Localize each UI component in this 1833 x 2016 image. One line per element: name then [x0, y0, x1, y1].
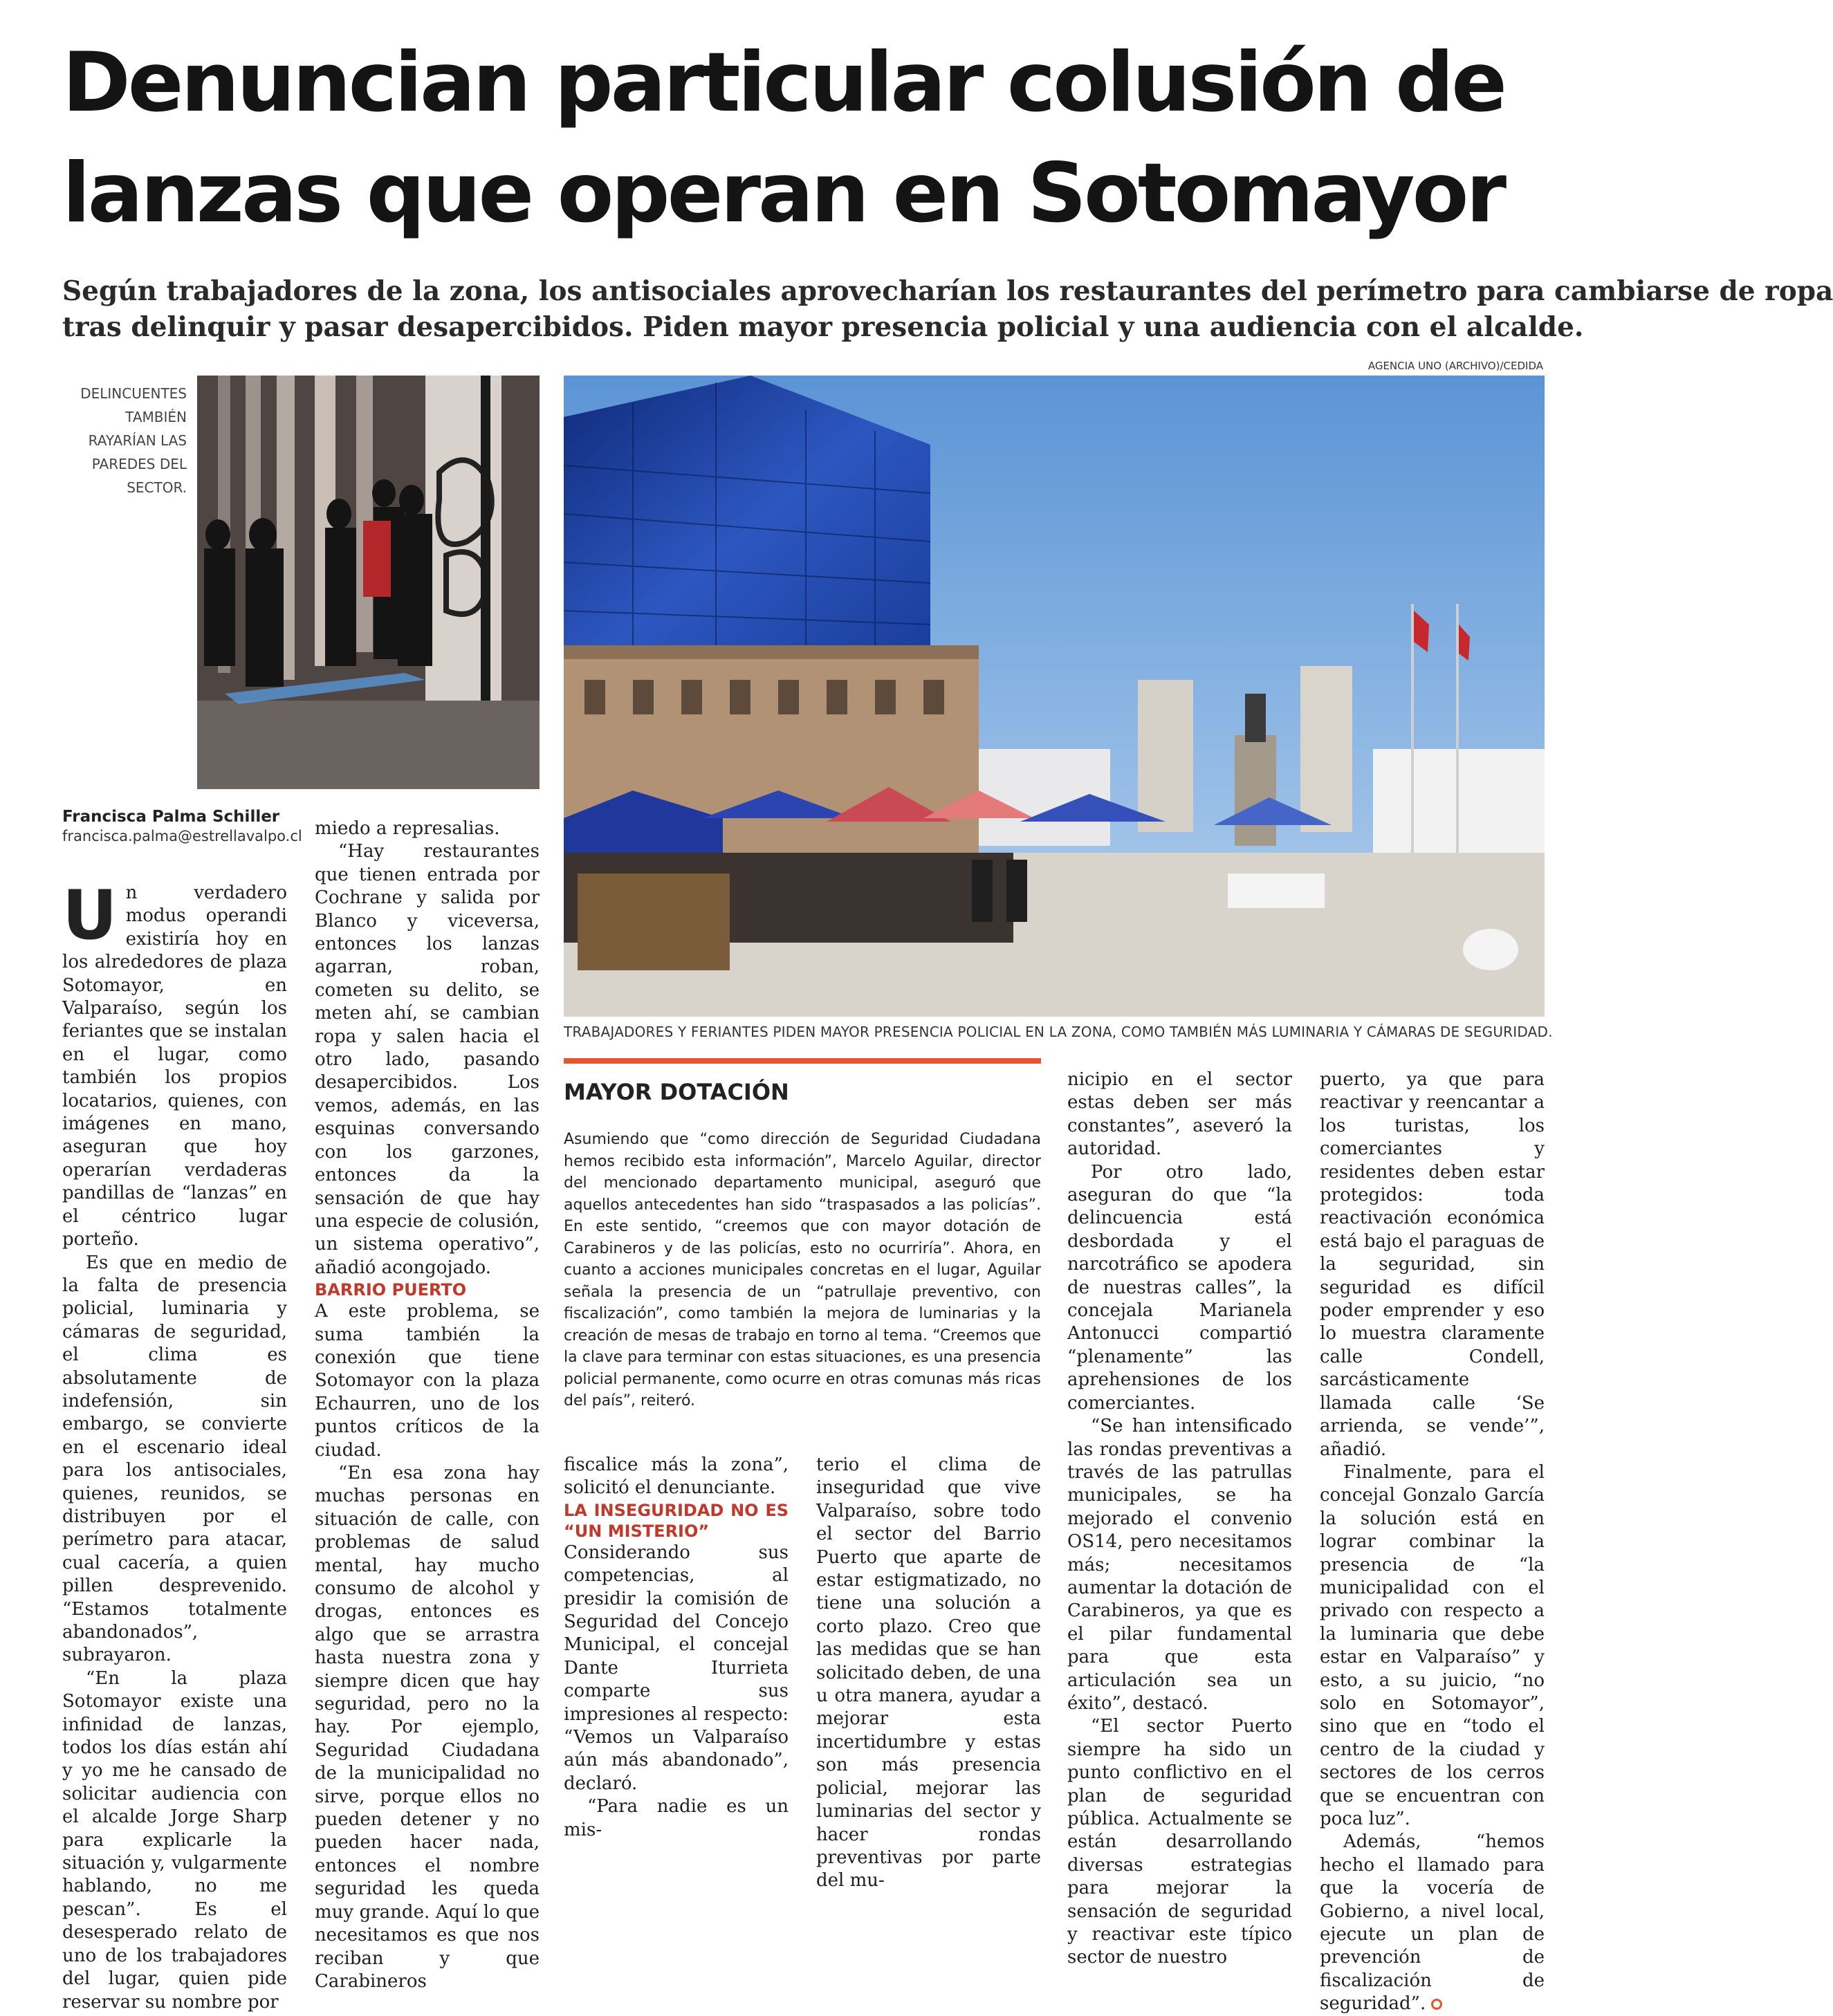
paragraph: terio el clima de inseguridad que vive Valparaíso, sobre todo el sector del Barrio Puerto que aparte de estar estigmatizado, no tiene una solución a corto plazo. Creo que las medidas que se han solicitado deben, de una u otra manera, ayudar a mejorar esta incertidumbre y estas son más presencia policial, mejorar las luminarias del sector y hacer rondas preventivas por parte del mu-	[816, 1454, 1041, 1892]
paragraph: “En la plaza Sotomayor existe una infinidad de lanzas, todos los días están ahí y yo me he cansado de solicitar audiencia con el alcalde Jorge Sharp para explicarle la situación y, vulgarmente hablando, no me pescan”. Es el desesperado relato de uno de los trabajadores del lugar, quien pide reservar su nombre por	[62, 1667, 287, 2013]
body-column-2	[315, 817, 540, 1993]
main-photo	[564, 376, 1545, 1017]
small-photo-caption: DELINCUENTES TAMBIÉN RAYARÍAN LAS PAREDES DEL SECTOR.	[80, 385, 187, 496]
body-column-1	[62, 876, 287, 2014]
lead-text: n verdadero modus operandi existiría hoy en los alrededores de plaza Sotomayor, en Valparaíso, según los feriantes que se instalan en el lugar, como también los propios locatarios, quienes, con imágenes en mano, aseguran que hoy operarían verdaderas pandillas de “lanzas” en el céntrico lugar porteño.	[62, 882, 287, 1250]
main-photo-caption: TRABAJADORES Y FERIANTES PIDEN MAYOR PRESENCIA POLICIAL EN LA ZONA, COMO TAMBIÉN MÁS LUMINARIA Y CÁMARAS DE SEGURIDAD.	[564, 1024, 1553, 1040]
plaza-sotomayor-illustration	[564, 376, 1545, 1017]
paragraph: Considerando sus competencias, al presidir la comisión de Seguridad del Concejo Municipal, el concejal Dante Iturrieta comparte sus impresiones al respecto: “Vemos un Valparaíso aún más abandonado”, declaró.	[564, 1542, 789, 1794]
subhead-barrio-puerto: BARRIO PUERTO	[315, 1280, 467, 1300]
headline-line-1: Denuncian particular colusión de	[62, 35, 1504, 131]
article-deck	[62, 273, 1833, 345]
paragraph: “El sector Puerto siempre ha sido un punto conflictivo en el plan de seguridad pública. Actualmente se están desarrollando diversas estrategias para mejorar la sensación de seguridad y reactivar este típico sector de nuestro	[1067, 1716, 1292, 1968]
paragraph: Es que en medio de la falta de presencia policial, luminaria y cámaras de seguridad, el clima es absolutamente de indefensión, sin embargo, se convierte en el escenario ideal para los antisociales, quienes, reunidos, se distribuyen por el perímetro para atacar, cual cacería, a quien pillen desprevenido. “Estamos totalmente abandonados”, subrayaron.	[62, 1252, 287, 1666]
headline-line-2: lanzas que operan en Sotomayor	[62, 146, 1504, 241]
body-column-4	[816, 1454, 1041, 1893]
byline	[62, 808, 353, 844]
sidebar-text: Asumiendo que “como dirección de Seguridad Ciudadana hemos recibido esta información”, Marcelo Aguilar, director del mencionado departamento municipal, aseguró que aquellos antecedentes han sido “traspasados a las policías”. En este sentido, “creemos que con mayor dotación de Carabineros y de las policías, esto no ocurriría”. Ahora, en cuanto a acciones municipales concretas en el lugar, Aguilar señala la presencia de un “patrullaje preventivo, con fiscalización”, como también la mejora de luminarias y la creación de mesas de trabajo en torno al tema. “Creemos que la clave para terminar con estas situaciones, es una presencia policial permanente, como ocurre en otras comunas más ricas del país”, reiteró.	[564, 1131, 1041, 1409]
paragraph: fiscalice más la zona”, solicitó el denunciante.	[564, 1454, 789, 1499]
paragraph	[62, 876, 287, 1252]
paragraph: Por otro lado, aseguran do que “la delincuencia está desbordada y el narcotráfico se apodera de nuestras calles”, la concejala Marianela Antonucci compartió “plenamente” las aprehensiones de los comerciantes.	[1067, 1161, 1292, 1414]
article-headline	[62, 28, 1584, 249]
paragraph: Finalmente, para el concejal Gonzalo García la solución está en lograr combinar la presencia de “la municipalidad con el privado con respecto a la luminaria que debe estar en Valparaíso” y esto, a su juicio, “no solo en Sotomayor”, sino que en “todo el centro de la ciudad y sectores de los cerros que se encuentran con poca luz”.	[1320, 1461, 1545, 1829]
deck-line-2: tras delinquir y pasar desapercibidos. Piden mayor presencia policial y una audiencia con el alcalde.	[62, 311, 1584, 343]
paragraph	[1320, 1831, 1545, 2015]
paragraph: “Se han intensificado las rondas preventivas a través de las patrullas municipales, se ha mejorado el convenio OS14, pero necesitamos más; necesitamos aumentar la dotación de Carabineros, ya que es el pilar fundamental para que esta articulación sea un éxito”, destacó.	[1067, 1416, 1292, 1714]
end-of-article-icon	[1431, 1999, 1442, 2010]
paragraph: puerto, ya que para reactivar y reencantar a los turistas, los comerciantes y residentes deben estar protegidos: toda reactivación económica está bajo el paraguas de la seguridad, sin seguridad es difícil poder emprender y eso lo muestra claramente calle Condell, sarcásticamente llamada calle ‘Se arrienda, se vende’”, añadió.	[1320, 1069, 1545, 1460]
paragraph: A este problema, se suma también la conexión que tiene Sotomayor con la plaza Echaurren, uno de los puntos críticos de la ciudad.	[315, 1301, 540, 1461]
drop-cap: U	[62, 876, 118, 955]
night-street-illustration	[197, 376, 540, 789]
sidebar-title: MAYOR DOTACIÓN	[564, 1079, 789, 1105]
body-column-3	[564, 1454, 789, 1842]
small-photo	[197, 376, 540, 789]
author-email: francisca.palma@estrellavalpo.cl	[62, 828, 302, 844]
subhead-inseguridad: LA INSEGURIDAD NO ES “UN MISTERIO”	[564, 1500, 789, 1541]
deck-line-1: Según trabajadores de la zona, los antisociales aprovecharían los restaurantes del perímetro para cambiarse de ropa	[62, 275, 1833, 307]
closing-text: Además, “hemos hecho el llamado para que la vocería de Gobierno, a nivel local, ejecute un plan de prevención de fiscalización de seguridad”.	[1320, 1831, 1545, 2015]
paragraph: “Para nadie es un mis-	[564, 1796, 789, 1840]
body-column-5	[1067, 1069, 1292, 1970]
paragraph: “En esa zona hay muchas personas en situación de calle, con problemas de salud mental, hay mucho consumo de alcohol y drogas, entonces es algo que se arrastra hasta nuestra zona y siempre dicen que hay seguridad, pero no la hay. Por ejemplo, Seguridad Ciudadana de la municipalidad no sirve, porque ellos no pueden detener y no pueden hacer nada, entonces el nombre seguridad les queda muy grande. Aquí lo que necesitamos es que nos reciban y que Carabineros	[315, 1462, 540, 1992]
photo-credit: AGENCIA UNO (ARCHIVO)/CEDIDA	[1367, 360, 1543, 372]
paragraph: miedo a represalias.	[315, 818, 500, 839]
author-name: Francisca Palma Schiller	[62, 808, 280, 826]
sidebar-box	[564, 1058, 1041, 1412]
paragraph: nicipio en el sector estas deben ser más constantes”, aseveró la autoridad.	[1067, 1069, 1292, 1160]
sidebar-accent-bar	[564, 1058, 1041, 1064]
body-column-6	[1320, 1069, 1545, 2016]
paragraph: “Hay restaurantes que tienen entrada por Cochrane y salida por Blanco y viceversa, entonces los lanzas agarran, roban, cometen su delito, se meten ahí, se cambian ropa y salen hacia el otro lado, pasando desapercibidos. Los vemos, además, en las esquinas conversando con los garzones, entonces da la sensación de que hay una especie de colusión, un sistema operativo”, añadió acongojado.	[315, 841, 540, 1278]
